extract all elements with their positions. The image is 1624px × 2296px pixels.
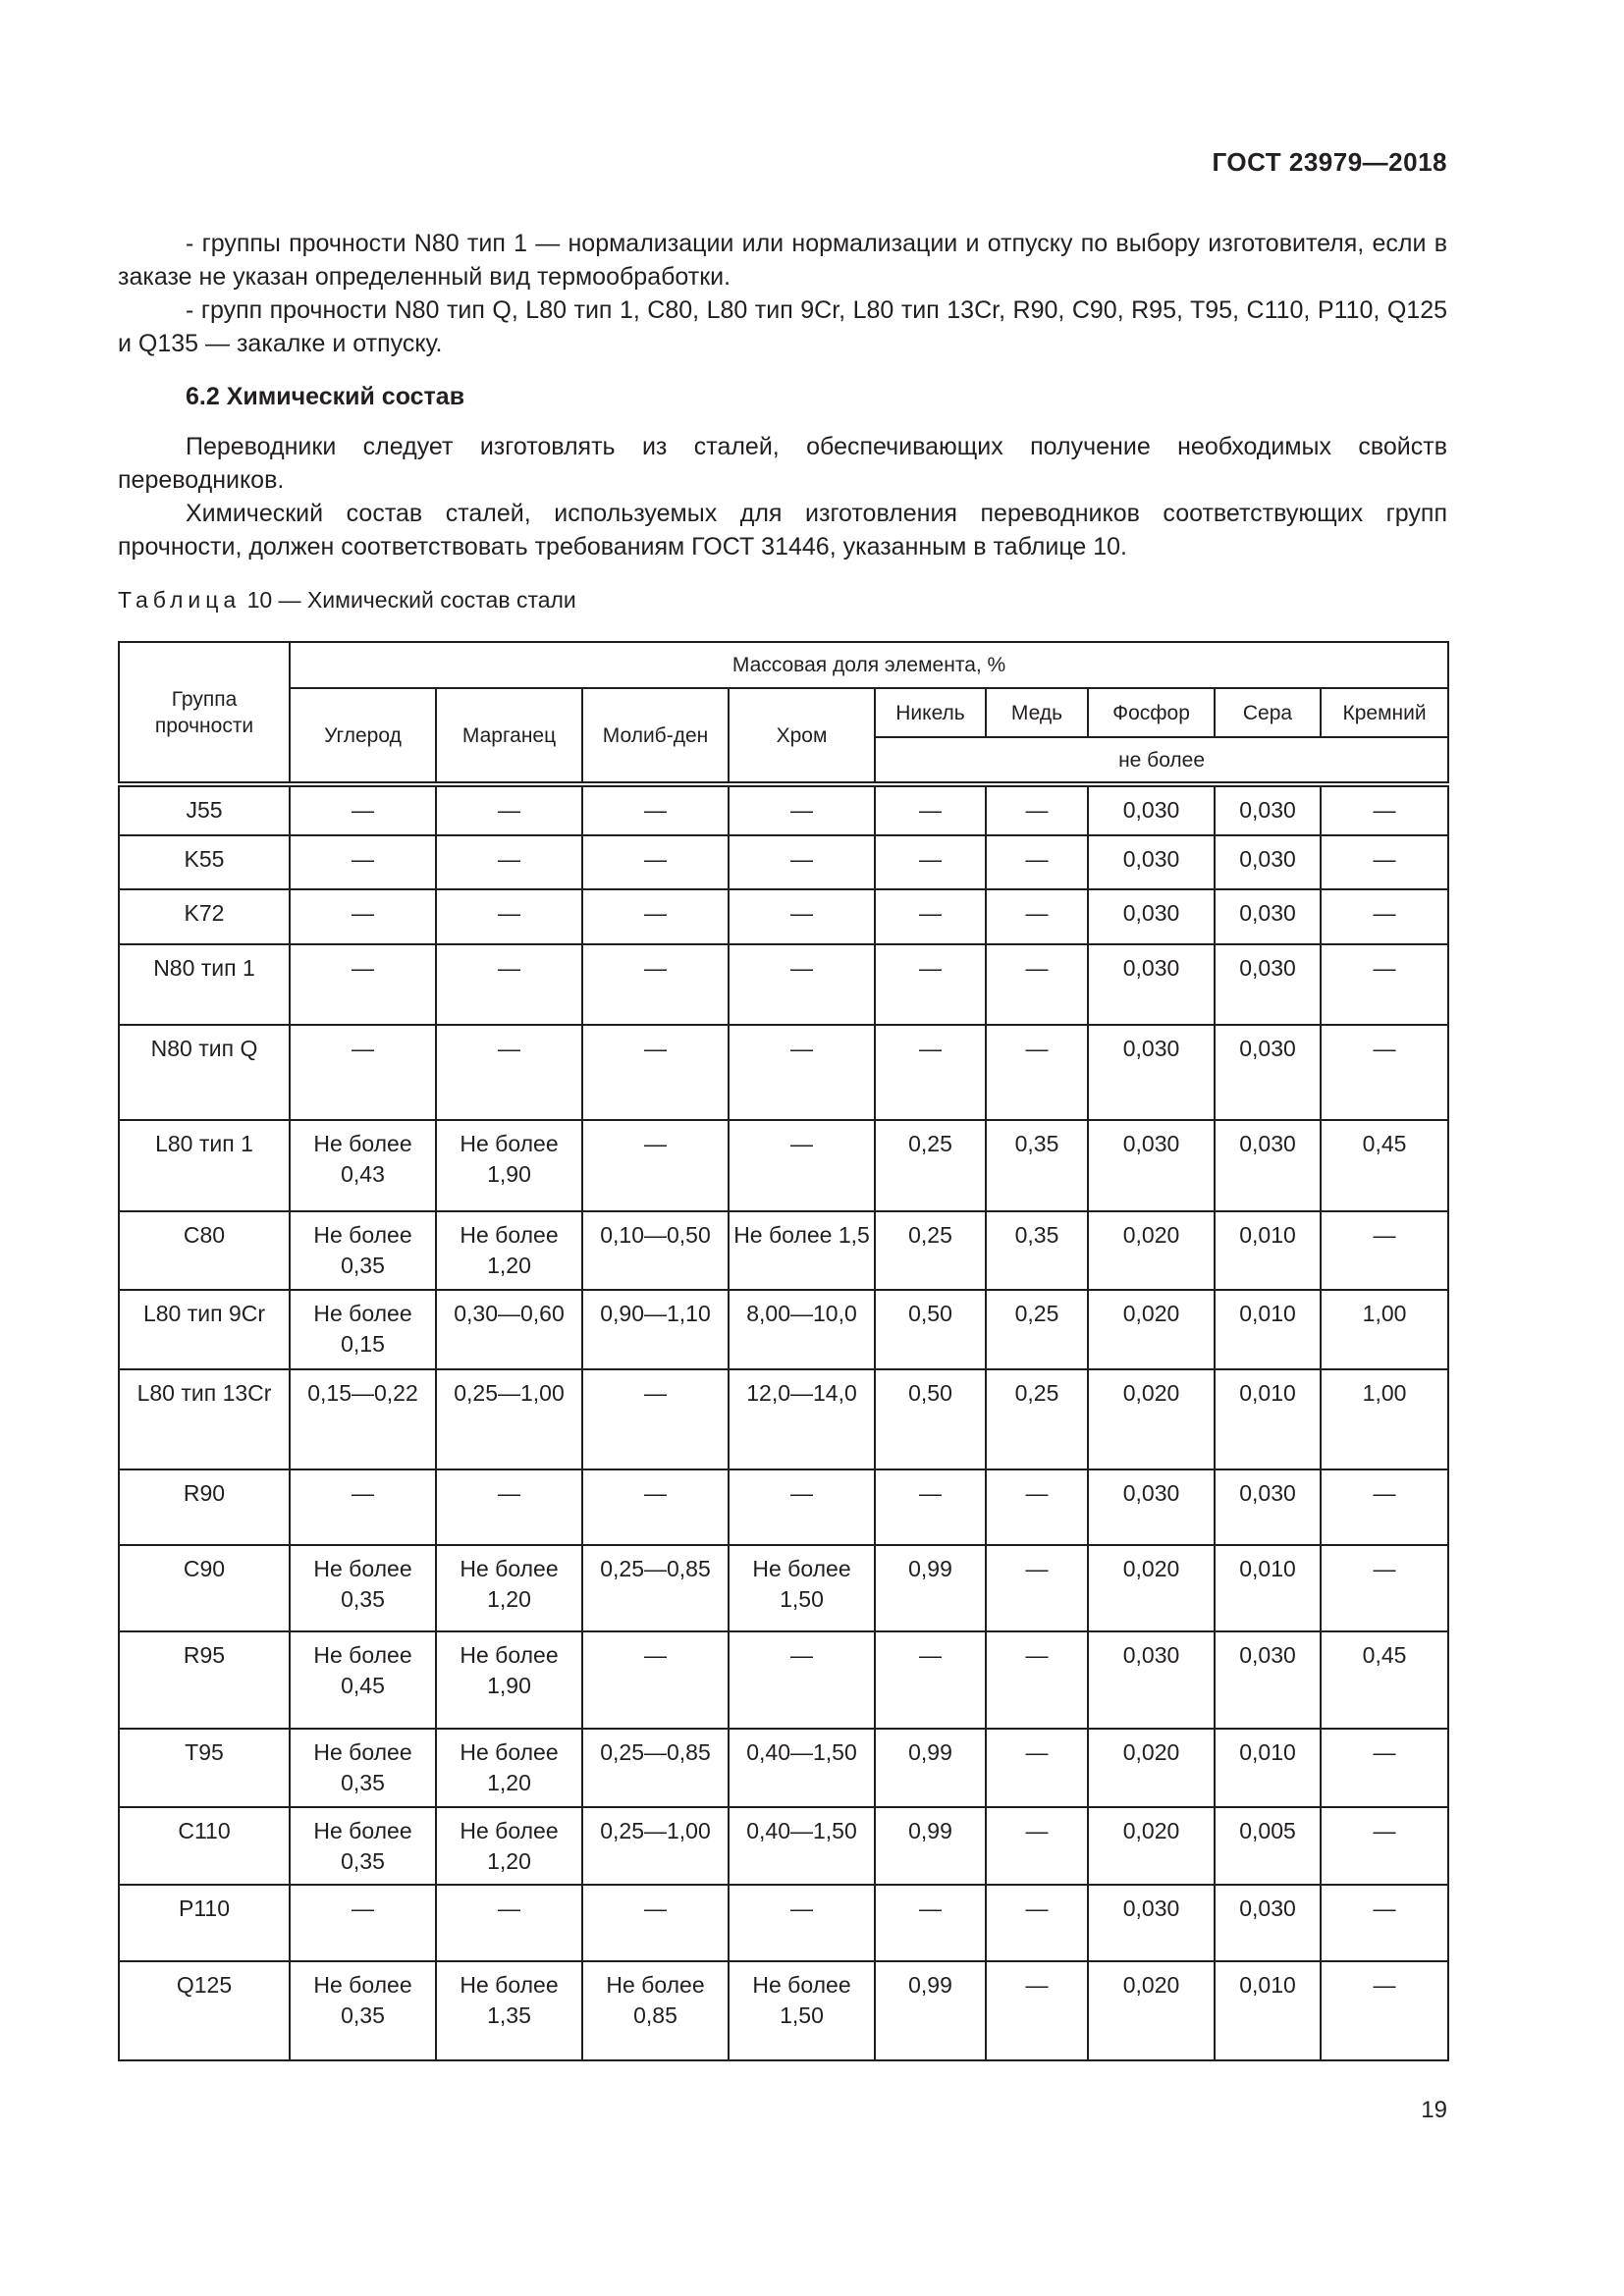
cell-value: — bbox=[986, 1885, 1088, 1961]
cell-value: Не более 1,35 bbox=[436, 1961, 582, 2060]
cell-group: N80 тип Q bbox=[119, 1025, 290, 1120]
cell-value: Не более 1,20 bbox=[436, 1807, 582, 1884]
table-row bbox=[119, 1807, 1448, 1884]
cell-value: — bbox=[1321, 1885, 1448, 1961]
cell-value: 0,030 bbox=[1215, 1631, 1321, 1729]
cell-value: 0,030 bbox=[1088, 784, 1215, 835]
cell-value: 0,99 bbox=[875, 1807, 986, 1884]
cell-value: — bbox=[986, 1469, 1088, 1544]
cell-value: Не более 0,85 bbox=[582, 1961, 729, 2060]
cell-value: — bbox=[875, 944, 986, 1026]
table-row bbox=[119, 1631, 1448, 1729]
cell-value: Не более 1,50 bbox=[729, 1545, 875, 1632]
cell-value: — bbox=[436, 889, 582, 944]
table-row bbox=[119, 1469, 1448, 1544]
table-body bbox=[119, 784, 1448, 2060]
cell-value: 0,15—0,22 bbox=[290, 1369, 436, 1470]
cell-value: 0,010 bbox=[1215, 1211, 1321, 1290]
table-row bbox=[119, 1729, 1448, 1807]
cell-value: — bbox=[582, 1469, 729, 1544]
cell-value: — bbox=[875, 784, 986, 835]
table-row bbox=[119, 889, 1448, 944]
table-caption bbox=[118, 587, 576, 614]
cell-value: 0,40—1,50 bbox=[729, 1807, 875, 1884]
intro-paragraph: - группы прочности N80 тип 1 — нормализации или нормализации и отпуску по выбору изготовителя, если в заказе не указан определенный вид термообработки. bbox=[118, 230, 1447, 291]
cell-group: L80 тип 9Cr bbox=[119, 1290, 290, 1368]
cell-value: 0,005 bbox=[1215, 1807, 1321, 1884]
cell-value: Не более 1,90 bbox=[436, 1631, 582, 1729]
cell-value: 0,030 bbox=[1215, 1469, 1321, 1544]
cell-value: 0,50 bbox=[875, 1369, 986, 1470]
cell-value: — bbox=[582, 944, 729, 1026]
cell-value: 0,030 bbox=[1088, 944, 1215, 1026]
cell-value: — bbox=[436, 1469, 582, 1544]
cell-value: 0,020 bbox=[1088, 1807, 1215, 1884]
cell-group: Q125 bbox=[119, 1961, 290, 2060]
cell-value: — bbox=[1321, 1807, 1448, 1884]
cell-group: C110 bbox=[119, 1807, 290, 1884]
cell-value: 0,020 bbox=[1088, 1290, 1215, 1368]
cell-value: Не более 1,5 bbox=[729, 1211, 875, 1290]
table-row bbox=[119, 1885, 1448, 1961]
cell-value: 0,010 bbox=[1215, 1729, 1321, 1807]
cell-value: — bbox=[290, 1469, 436, 1544]
cell-value: 0,99 bbox=[875, 1729, 986, 1807]
cell-value: 0,030 bbox=[1088, 1025, 1215, 1120]
header-group: Группа прочности bbox=[119, 642, 290, 784]
cell-value: 0,020 bbox=[1088, 1961, 1215, 2060]
cell-value: — bbox=[1321, 784, 1448, 835]
header-chromium: Хром bbox=[729, 688, 875, 784]
cell-value: 0,020 bbox=[1088, 1729, 1215, 1807]
cell-value: — bbox=[875, 1885, 986, 1961]
cell-value: 0,25 bbox=[986, 1290, 1088, 1368]
cell-value: — bbox=[986, 1545, 1088, 1632]
cell-value: Не более 0,15 bbox=[290, 1290, 436, 1368]
cell-value: — bbox=[875, 835, 986, 888]
cell-value: 0,25—1,00 bbox=[582, 1807, 729, 1884]
cell-value: 8,00—10,0 bbox=[729, 1290, 875, 1368]
cell-value: — bbox=[729, 1885, 875, 1961]
table-caption-label: Таблица bbox=[118, 587, 242, 613]
cell-value: — bbox=[290, 889, 436, 944]
cell-value: — bbox=[436, 784, 582, 835]
cell-value: — bbox=[729, 1469, 875, 1544]
cell-value: — bbox=[582, 1369, 729, 1470]
cell-value: Не более 0,35 bbox=[290, 1961, 436, 2060]
cell-value: Не более 1,20 bbox=[436, 1211, 582, 1290]
cell-value: — bbox=[729, 944, 875, 1026]
cell-value: — bbox=[290, 1025, 436, 1120]
table-row bbox=[119, 1211, 1448, 1290]
header-molybdenum: Молиб-ден bbox=[582, 688, 729, 784]
cell-value: 12,0—14,0 bbox=[729, 1369, 875, 1470]
cell-value: 0,99 bbox=[875, 1961, 986, 2060]
section-paragraph: Переводники следует изготовлять из сталей, обеспечивающих получение необходимых свойств переводников. bbox=[118, 433, 1447, 494]
cell-value: 0,010 bbox=[1215, 1369, 1321, 1470]
cell-value: — bbox=[436, 835, 582, 888]
page-number: 19 bbox=[1421, 2097, 1447, 2123]
section-title: 6.2 Химический состав bbox=[186, 383, 465, 410]
cell-value: 0,25—1,00 bbox=[436, 1369, 582, 1470]
cell-value: — bbox=[582, 1120, 729, 1211]
cell-value: — bbox=[729, 835, 875, 888]
cell-value: 0,030 bbox=[1088, 1885, 1215, 1961]
cell-value: Не более 1,20 bbox=[436, 1729, 582, 1807]
cell-value: 0,030 bbox=[1215, 784, 1321, 835]
cell-value: — bbox=[582, 835, 729, 888]
table-row bbox=[119, 1545, 1448, 1632]
intro-paragraph: - групп прочности N80 тип Q, L80 тип 1, C80, L80 тип 9Cr, L80 тип 13Cr, R90, C90, R95, T95, C110, P110, Q125 и Q135 — закалке и отпуску. bbox=[118, 296, 1447, 357]
cell-value: — bbox=[582, 784, 729, 835]
cell-value: 1,00 bbox=[1321, 1290, 1448, 1368]
cell-value: — bbox=[1321, 1545, 1448, 1632]
cell-value: — bbox=[986, 889, 1088, 944]
cell-value: 0,35 bbox=[986, 1211, 1088, 1290]
cell-value: — bbox=[290, 835, 436, 888]
cell-value: Не более 0,45 bbox=[290, 1631, 436, 1729]
cell-value: — bbox=[1321, 1469, 1448, 1544]
cell-group: L80 тип 1 bbox=[119, 1120, 290, 1211]
header-manganese: Марганец bbox=[436, 688, 582, 784]
cell-value: — bbox=[986, 1807, 1088, 1884]
cell-value: Не более 0,43 bbox=[290, 1120, 436, 1211]
cell-value: 1,00 bbox=[1321, 1369, 1448, 1470]
cell-value: 0,25 bbox=[986, 1369, 1088, 1470]
cell-value: Не более 0,35 bbox=[290, 1545, 436, 1632]
cell-value: 0,50 bbox=[875, 1290, 986, 1368]
table-row bbox=[119, 944, 1448, 1026]
table-caption-text: 10 — Химический состав стали bbox=[241, 587, 576, 613]
cell-group: C80 bbox=[119, 1211, 290, 1290]
cell-value: Не более 1,90 bbox=[436, 1120, 582, 1211]
table-row bbox=[119, 835, 1448, 888]
cell-value: — bbox=[290, 1885, 436, 1961]
cell-value: Не более 1,20 bbox=[436, 1545, 582, 1632]
cell-value: — bbox=[986, 944, 1088, 1026]
section-text bbox=[118, 430, 1447, 563]
cell-value: 0,35 bbox=[986, 1120, 1088, 1211]
cell-value: — bbox=[986, 784, 1088, 835]
cell-value: — bbox=[729, 1120, 875, 1211]
cell-value: — bbox=[986, 1961, 1088, 2060]
cell-value: — bbox=[729, 1631, 875, 1729]
cell-value: — bbox=[436, 1025, 582, 1120]
cell-value: 0,90—1,10 bbox=[582, 1290, 729, 1368]
cell-value: 0,030 bbox=[1215, 1025, 1321, 1120]
cell-value: — bbox=[986, 835, 1088, 888]
cell-value: — bbox=[290, 944, 436, 1026]
cell-value: 0,030 bbox=[1215, 889, 1321, 944]
section-paragraph: Химический состав сталей, используемых для изготовления переводников соответствующих групп прочности, должен соответствовать требованиям ГОСТ 31446, указанным в таблице 10. bbox=[118, 500, 1447, 561]
cell-value: — bbox=[729, 889, 875, 944]
cell-value: 0,99 bbox=[875, 1545, 986, 1632]
cell-value: 0,40—1,50 bbox=[729, 1729, 875, 1807]
cell-group: C90 bbox=[119, 1545, 290, 1632]
chemical-composition-table-wrapper bbox=[118, 641, 1447, 2061]
cell-value: — bbox=[875, 889, 986, 944]
cell-value: — bbox=[986, 1025, 1088, 1120]
cell-value: — bbox=[1321, 889, 1448, 944]
cell-value: 0,45 bbox=[1321, 1631, 1448, 1729]
header-nickel: Никель bbox=[875, 688, 986, 737]
cell-value: 0,030 bbox=[1088, 889, 1215, 944]
cell-value: — bbox=[290, 784, 436, 835]
cell-value: 0,020 bbox=[1088, 1369, 1215, 1470]
cell-value: — bbox=[986, 1631, 1088, 1729]
cell-group: T95 bbox=[119, 1729, 290, 1807]
table-row bbox=[119, 1961, 1448, 2060]
cell-value: — bbox=[1321, 1961, 1448, 2060]
cell-value: — bbox=[1321, 1025, 1448, 1120]
cell-value: 0,25 bbox=[875, 1211, 986, 1290]
cell-value: Не более 0,35 bbox=[290, 1211, 436, 1290]
cell-value: — bbox=[875, 1469, 986, 1544]
cell-group: R90 bbox=[119, 1469, 290, 1544]
header-carbon: Углерод bbox=[290, 688, 436, 784]
cell-value: — bbox=[582, 1885, 729, 1961]
cell-value: 0,030 bbox=[1088, 1631, 1215, 1729]
standard-header: ГОСТ 23979—2018 bbox=[1212, 147, 1447, 177]
cell-value: 0,010 bbox=[1215, 1545, 1321, 1632]
table-row bbox=[119, 1120, 1448, 1211]
cell-value: 0,030 bbox=[1088, 1120, 1215, 1211]
cell-value: 0,030 bbox=[1215, 1120, 1321, 1211]
cell-value: 0,020 bbox=[1088, 1211, 1215, 1290]
cell-value: — bbox=[1321, 835, 1448, 888]
cell-group: L80 тип 13Cr bbox=[119, 1369, 290, 1470]
cell-group: K72 bbox=[119, 889, 290, 944]
cell-value: 0,45 bbox=[1321, 1120, 1448, 1211]
cell-value: 0,30—0,60 bbox=[436, 1290, 582, 1368]
cell-value: — bbox=[1321, 944, 1448, 1026]
header-sulfur: Сера bbox=[1215, 688, 1321, 737]
cell-value: 0,030 bbox=[1215, 944, 1321, 1026]
cell-value: 0,010 bbox=[1215, 1290, 1321, 1368]
cell-value: — bbox=[729, 1025, 875, 1120]
cell-value: 0,10—0,50 bbox=[582, 1211, 729, 1290]
table-row bbox=[119, 1369, 1448, 1470]
cell-value: Не более 1,50 bbox=[729, 1961, 875, 2060]
header-copper: Медь bbox=[986, 688, 1088, 737]
cell-value: — bbox=[582, 1025, 729, 1120]
cell-value: 0,030 bbox=[1088, 835, 1215, 888]
header-silicon: Кремний bbox=[1321, 688, 1448, 737]
chemical-composition-table bbox=[118, 641, 1449, 2061]
cell-value: — bbox=[582, 889, 729, 944]
cell-value: 0,25—0,85 bbox=[582, 1729, 729, 1807]
cell-value: 0,030 bbox=[1215, 835, 1321, 888]
cell-value: — bbox=[986, 1729, 1088, 1807]
cell-group: J55 bbox=[119, 784, 290, 835]
cell-value: 0,010 bbox=[1215, 1961, 1321, 2060]
cell-group: N80 тип 1 bbox=[119, 944, 290, 1026]
cell-value: — bbox=[436, 1885, 582, 1961]
cell-value: — bbox=[436, 944, 582, 1026]
table-row bbox=[119, 1025, 1448, 1120]
cell-value: 0,020 bbox=[1088, 1545, 1215, 1632]
cell-value: — bbox=[582, 1631, 729, 1729]
cell-value: — bbox=[875, 1025, 986, 1120]
cell-value: 0,25 bbox=[875, 1120, 986, 1211]
header-mass-fraction: Массовая доля элемента, % bbox=[290, 642, 1448, 688]
cell-value: — bbox=[1321, 1729, 1448, 1807]
intro-text bbox=[118, 227, 1447, 360]
cell-value: 0,030 bbox=[1215, 1885, 1321, 1961]
cell-value: — bbox=[729, 784, 875, 835]
cell-value: — bbox=[875, 1631, 986, 1729]
header-not-more: не более bbox=[875, 737, 1448, 784]
cell-value: — bbox=[1321, 1211, 1448, 1290]
cell-value: Не более 0,35 bbox=[290, 1807, 436, 1884]
cell-group: R95 bbox=[119, 1631, 290, 1729]
cell-group: P110 bbox=[119, 1885, 290, 1961]
cell-value: 0,030 bbox=[1088, 1469, 1215, 1544]
cell-group: K55 bbox=[119, 835, 290, 888]
table-row bbox=[119, 784, 1448, 835]
cell-value: 0,25—0,85 bbox=[582, 1545, 729, 1632]
header-phosphorus: Фосфор bbox=[1088, 688, 1215, 737]
cell-value: Не более 0,35 bbox=[290, 1729, 436, 1807]
table-row bbox=[119, 1290, 1448, 1368]
